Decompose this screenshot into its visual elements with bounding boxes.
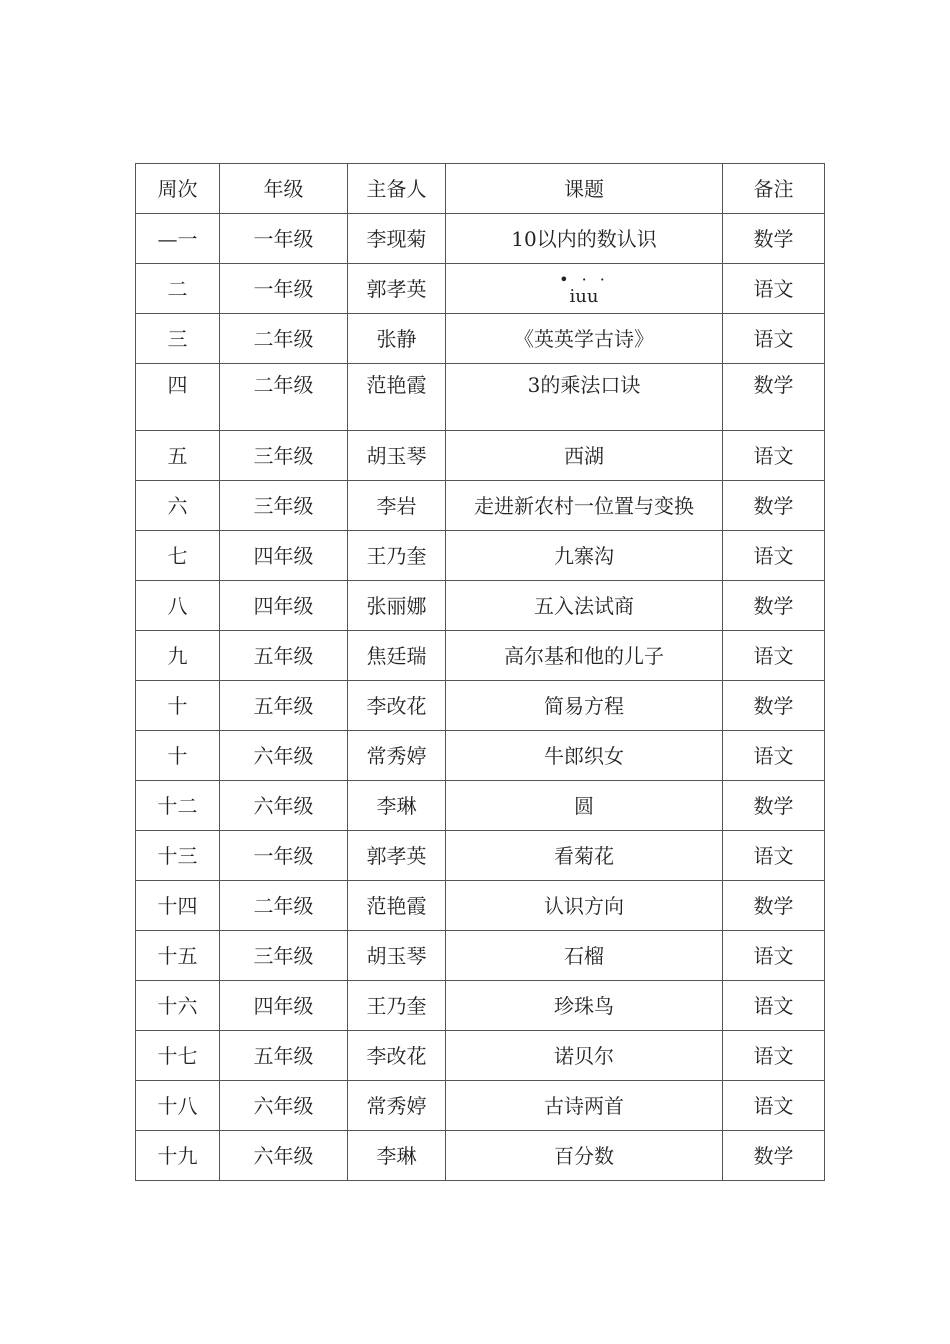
table-row bbox=[136, 364, 825, 431]
cell-note: 数学 bbox=[723, 681, 825, 731]
cell-week: 十四 bbox=[136, 881, 220, 931]
header-row bbox=[136, 164, 825, 214]
header-preparer: 主备人 bbox=[348, 164, 446, 214]
table-row bbox=[136, 831, 825, 881]
cell-week: 十五 bbox=[136, 931, 220, 981]
topic-sub: iuu bbox=[569, 285, 599, 307]
cell-grade: 二年级 bbox=[220, 314, 348, 364]
header-week: 周次 bbox=[136, 164, 220, 214]
cell-preparer: 范艳霞 bbox=[348, 881, 446, 931]
cell-topic: 3的乘法口诀 bbox=[446, 364, 723, 431]
cell-topic: 认识方向 bbox=[446, 881, 723, 931]
table-row bbox=[136, 681, 825, 731]
cell-preparer: 王乃奎 bbox=[348, 981, 446, 1031]
cell-week: 十 bbox=[136, 681, 220, 731]
cell-note: 数学 bbox=[723, 881, 825, 931]
cell-preparer: 胡玉琴 bbox=[348, 431, 446, 481]
cell-week: 十六 bbox=[136, 981, 220, 1031]
table-row bbox=[136, 881, 825, 931]
cell-preparer: 焦廷瑞 bbox=[348, 631, 446, 681]
table-row bbox=[136, 264, 825, 314]
cell-preparer: 常秀婷 bbox=[348, 1081, 446, 1131]
cell-grade: 三年级 bbox=[220, 481, 348, 531]
cell-topic: 古诗两首 bbox=[446, 1081, 723, 1131]
cell-grade: 四年级 bbox=[220, 581, 348, 631]
cell-preparer: 常秀婷 bbox=[348, 731, 446, 781]
table-body bbox=[136, 214, 825, 1181]
cell-topic: 百分数 bbox=[446, 1131, 723, 1181]
cell-week: —一 bbox=[136, 214, 220, 264]
cell-week: 十二 bbox=[136, 781, 220, 831]
table-row bbox=[136, 314, 825, 364]
lesson-schedule-table bbox=[135, 163, 825, 1181]
cell-grade: 五年级 bbox=[220, 1031, 348, 1081]
cell-note: 语文 bbox=[723, 1081, 825, 1131]
table-row bbox=[136, 731, 825, 781]
cell-note: 数学 bbox=[723, 581, 825, 631]
cell-note: 数学 bbox=[723, 364, 825, 431]
cell-topic: 珍珠鸟 bbox=[446, 981, 723, 1031]
cell-week: 二 bbox=[136, 264, 220, 314]
cell-grade: 四年级 bbox=[220, 981, 348, 1031]
cell-preparer: 李现菊 bbox=[348, 214, 446, 264]
cell-preparer: 王乃奎 bbox=[348, 531, 446, 581]
cell-week: 十 bbox=[136, 731, 220, 781]
cell-topic: 西湖 bbox=[446, 431, 723, 481]
table-row bbox=[136, 531, 825, 581]
table-row bbox=[136, 931, 825, 981]
cell-week: 五 bbox=[136, 431, 220, 481]
cell-grade: 六年级 bbox=[220, 1081, 348, 1131]
cell-grade: 一年级 bbox=[220, 831, 348, 881]
cell-grade: 二年级 bbox=[220, 364, 348, 431]
cell-week: 八 bbox=[136, 581, 220, 631]
cell-week: 十八 bbox=[136, 1081, 220, 1131]
table-row bbox=[136, 1081, 825, 1131]
cell-topic: 九寨沟 bbox=[446, 531, 723, 581]
cell-topic: 五入法试商 bbox=[446, 581, 723, 631]
cell-note: 数学 bbox=[723, 1131, 825, 1181]
cell-topic: 高尔基和他的儿子 bbox=[446, 631, 723, 681]
table-row bbox=[136, 214, 825, 264]
cell-note: 语文 bbox=[723, 431, 825, 481]
cell-grade: 五年级 bbox=[220, 681, 348, 731]
topic-dots: • · · bbox=[559, 269, 609, 289]
table-row bbox=[136, 981, 825, 1031]
cell-grade: 二年级 bbox=[220, 881, 348, 931]
header-note: 备注 bbox=[723, 164, 825, 214]
header-grade: 年级 bbox=[220, 164, 348, 214]
cell-note: 语文 bbox=[723, 831, 825, 881]
cell-grade: 六年级 bbox=[220, 1131, 348, 1181]
cell-preparer: 李改花 bbox=[348, 681, 446, 731]
cell-week: 十九 bbox=[136, 1131, 220, 1181]
cell-grade: 一年级 bbox=[220, 214, 348, 264]
cell-grade: 三年级 bbox=[220, 931, 348, 981]
cell-week: 十七 bbox=[136, 1031, 220, 1081]
cell-note: 数学 bbox=[723, 781, 825, 831]
cell-grade: 四年级 bbox=[220, 531, 348, 581]
cell-note: 语文 bbox=[723, 314, 825, 364]
cell-note: 数学 bbox=[723, 214, 825, 264]
cell-note: 语文 bbox=[723, 931, 825, 981]
cell-note: 语文 bbox=[723, 1031, 825, 1081]
cell-topic: 看菊花 bbox=[446, 831, 723, 881]
cell-preparer: 李琳 bbox=[348, 781, 446, 831]
table-row bbox=[136, 1131, 825, 1181]
table-header bbox=[136, 164, 825, 214]
cell-topic: 圆 bbox=[446, 781, 723, 831]
header-topic: 课题 bbox=[446, 164, 723, 214]
cell-grade: 六年级 bbox=[220, 731, 348, 781]
cell-preparer: 范艳霞 bbox=[348, 364, 446, 431]
table-row bbox=[136, 631, 825, 681]
cell-note: 数学 bbox=[723, 481, 825, 531]
cell-preparer: 张丽娜 bbox=[348, 581, 446, 631]
cell-topic: 走进新农村一位置与变换 bbox=[446, 481, 723, 531]
cell-topic: 简易方程 bbox=[446, 681, 723, 731]
table-row bbox=[136, 1031, 825, 1081]
cell-preparer: 李岩 bbox=[348, 481, 446, 531]
table-row bbox=[136, 481, 825, 531]
cell-week: 三 bbox=[136, 314, 220, 364]
cell-topic: 10以内的数认识 bbox=[446, 214, 723, 264]
cell-grade: 一年级 bbox=[220, 264, 348, 314]
cell-preparer: 郭孝英 bbox=[348, 831, 446, 881]
cell-topic: 《英英学古诗》 bbox=[446, 314, 723, 364]
table-row bbox=[136, 431, 825, 481]
cell-note: 语文 bbox=[723, 264, 825, 314]
cell-week: 十三 bbox=[136, 831, 220, 881]
cell-note: 语文 bbox=[723, 731, 825, 781]
cell-preparer: 李琳 bbox=[348, 1131, 446, 1181]
cell-week: 六 bbox=[136, 481, 220, 531]
cell-grade: 五年级 bbox=[220, 631, 348, 681]
cell-topic: 石榴 bbox=[446, 931, 723, 981]
cell-preparer: 胡玉琴 bbox=[348, 931, 446, 981]
cell-note: 语文 bbox=[723, 531, 825, 581]
table-row bbox=[136, 781, 825, 831]
cell-grade: 三年级 bbox=[220, 431, 348, 481]
cell-topic: 诺贝尔 bbox=[446, 1031, 723, 1081]
cell-topic: 牛郎织女 bbox=[446, 731, 723, 781]
cell-week: 四 bbox=[136, 364, 220, 431]
cell-week: 七 bbox=[136, 531, 220, 581]
cell-preparer: 李改花 bbox=[348, 1031, 446, 1081]
table-row bbox=[136, 581, 825, 631]
cell-preparer: 张静 bbox=[348, 314, 446, 364]
cell-topic bbox=[446, 264, 723, 314]
cell-grade: 六年级 bbox=[220, 781, 348, 831]
cell-note: 语文 bbox=[723, 981, 825, 1031]
cell-preparer: 郭孝英 bbox=[348, 264, 446, 314]
cell-note: 语文 bbox=[723, 631, 825, 681]
cell-week: 九 bbox=[136, 631, 220, 681]
